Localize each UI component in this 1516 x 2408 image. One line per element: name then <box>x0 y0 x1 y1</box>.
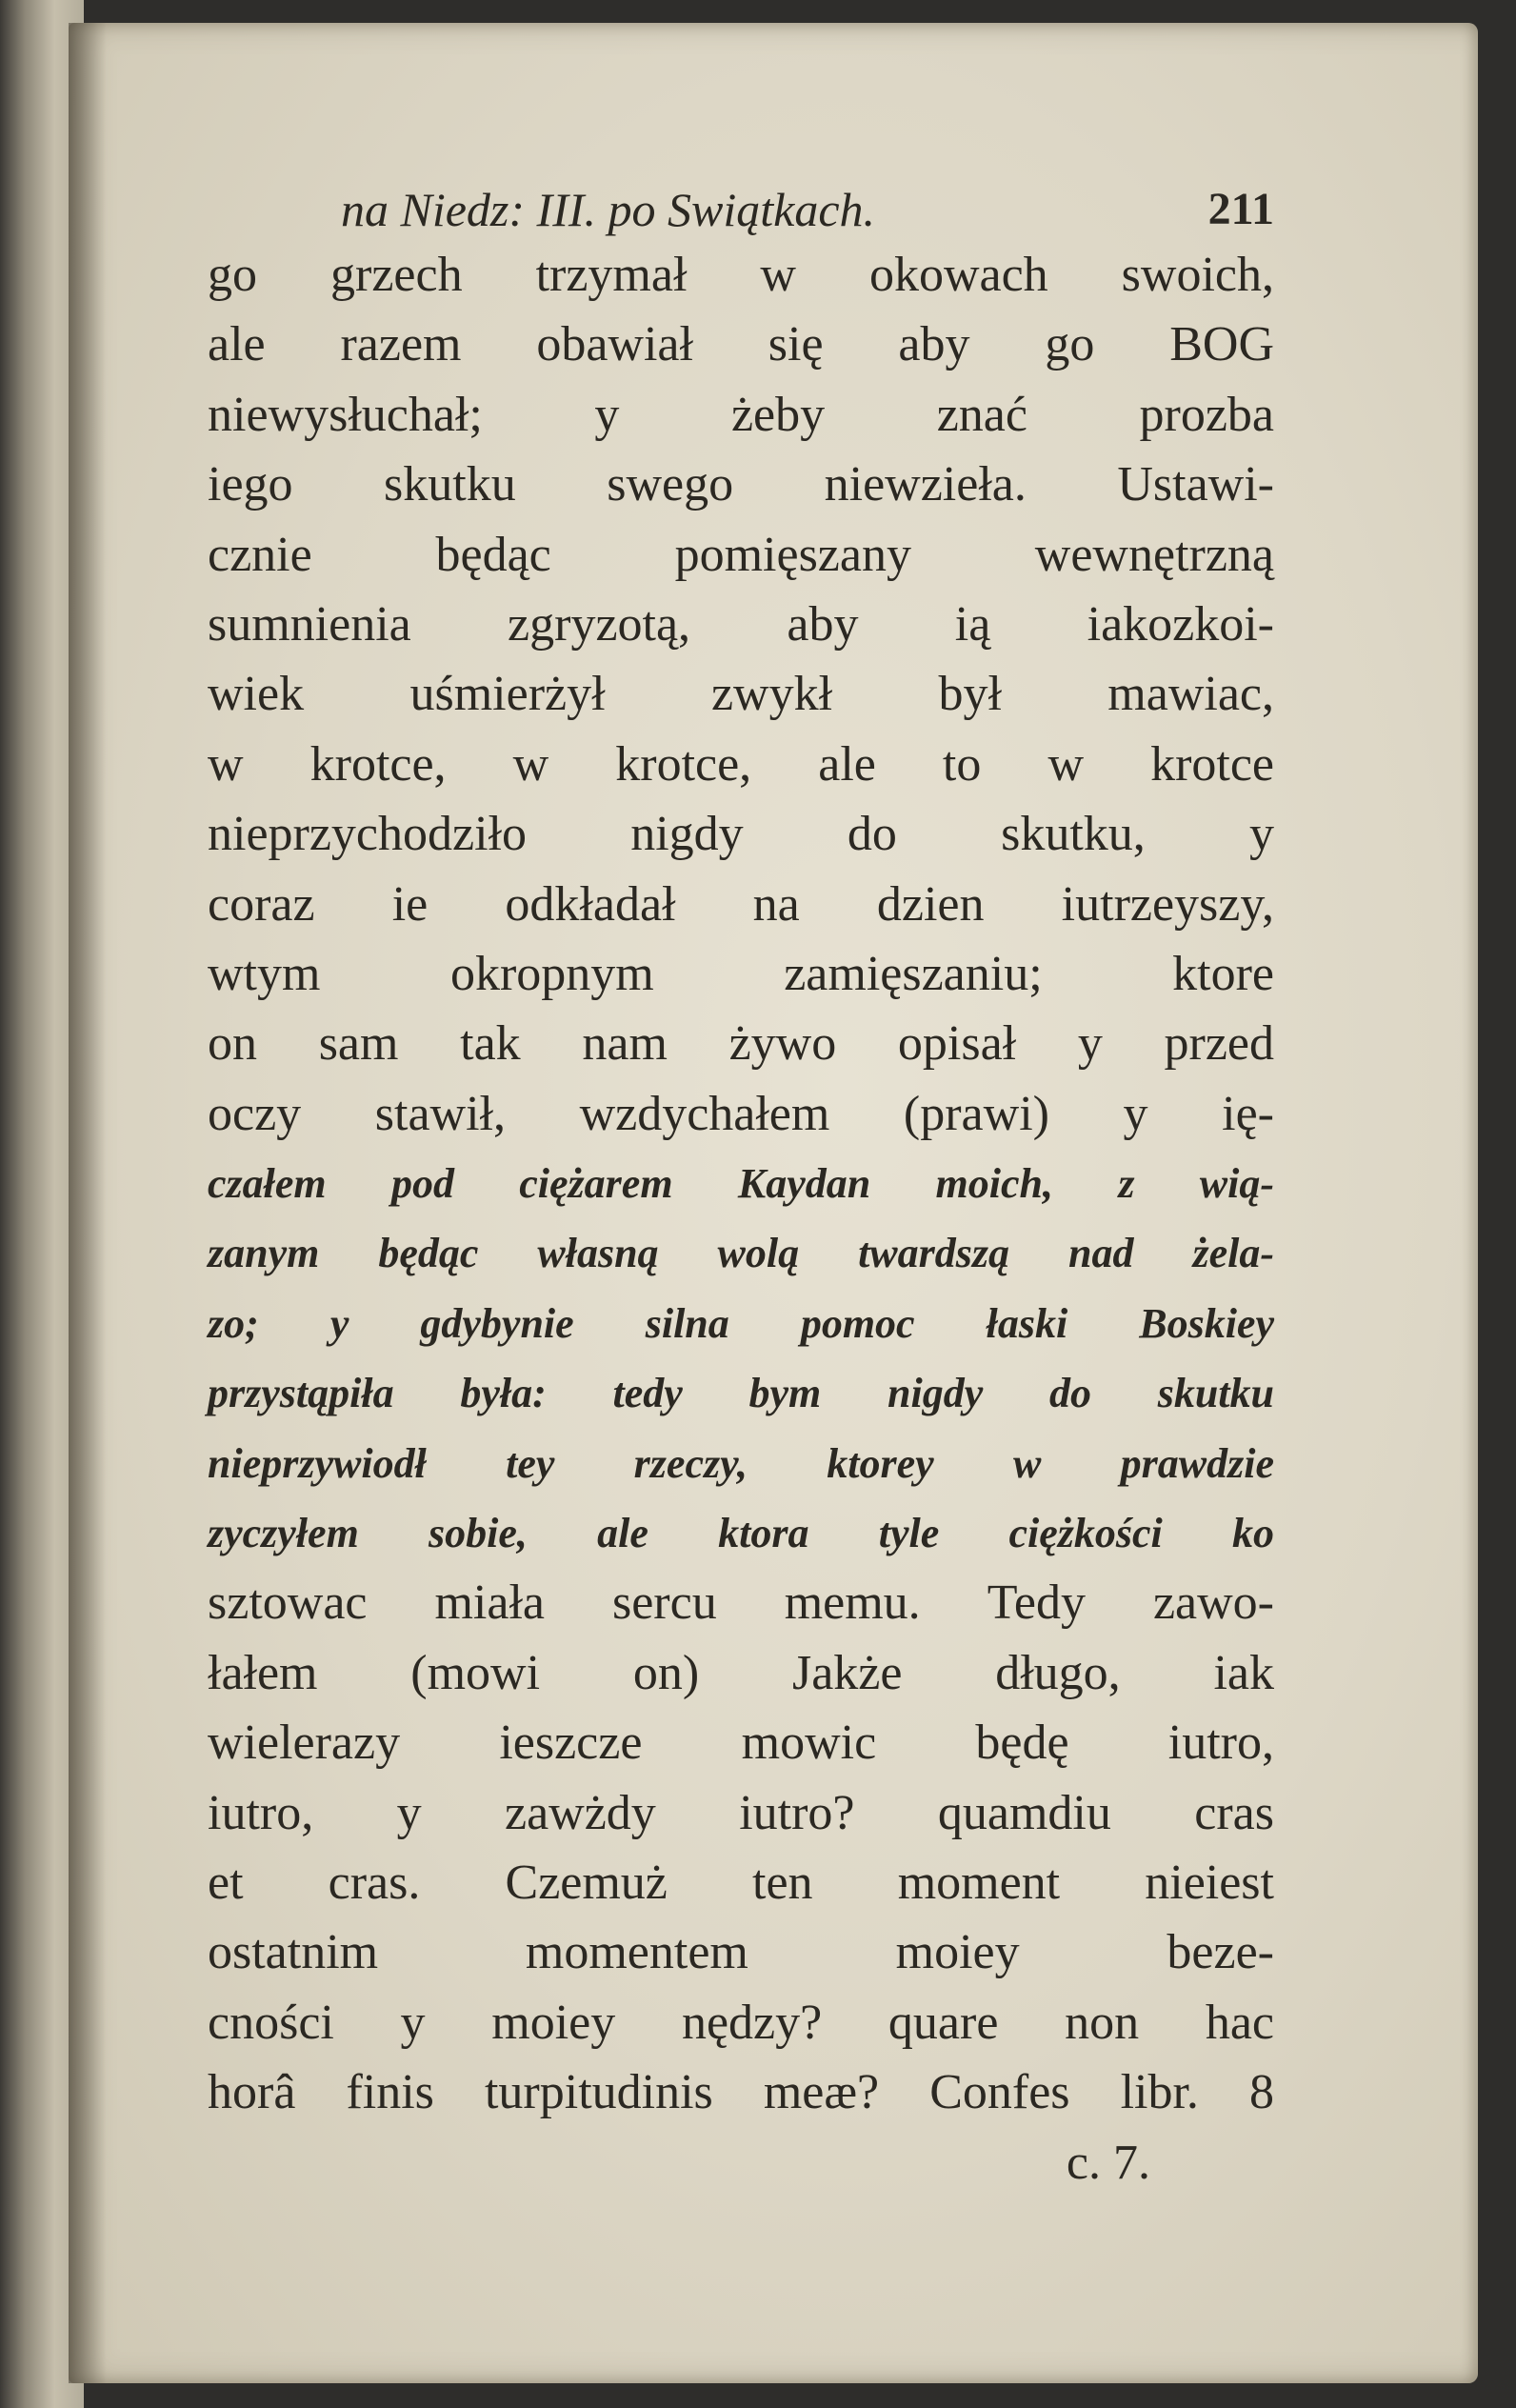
text-line: oczy stawił, wzdychałem (prawi) y ię- <box>208 1086 1274 1141</box>
text-line: iego skutku swego niewzieła. Ustawi- <box>208 457 1274 512</box>
text-line: sumnienia zgryzotą, aby ią iakozkoi- <box>208 596 1274 652</box>
text-line: nieprzychodziło nigdy do skutku, y <box>208 807 1274 862</box>
text-line: go grzech trzymał w okowach swoich, <box>208 248 1274 302</box>
text-line: coraz ie odkładał na dzien iutrzeyszy, <box>208 876 1274 932</box>
text-line: wielerazy ieszcze mowic będę iutro, <box>208 1716 1274 1771</box>
text-line: et cras. Czemuż ten moment nieiest <box>208 1855 1274 1910</box>
text-line-italic: nieprzywiodł tey rzeczy, ktorey w prawdzie <box>208 1439 1274 1487</box>
text-line: ostatnim momentem moiey beze- <box>208 1925 1274 1980</box>
text-line-italic: czałem pod ciężarem Kaydan moich, z wią- <box>208 1160 1274 1208</box>
text-line-italic: przystąpiła była: tedy bym nigdy do skutku <box>208 1370 1274 1417</box>
text-line: on sam tak nam żywo opisał y przed <box>208 1016 1274 1072</box>
text-line: w krotce, w krotce, ale to w krotce <box>208 736 1274 792</box>
text-line: wtym okropnym zamięszaniu; ktore <box>208 946 1274 1001</box>
text-line: cznie będąc pomięszany wewnętrzną <box>208 527 1274 582</box>
text-line: łałem (mowi on) Jakże długo, iak <box>208 1645 1274 1700</box>
running-head <box>208 179 1274 240</box>
chapter-reference: c. 7. <box>1066 2135 1150 2190</box>
text-line: niewysłuchał; y żeby znać prozba <box>208 387 1274 442</box>
spine-shadow <box>69 23 107 2383</box>
text-line-italic: zanym będąc własną wolą twardszą nad żela- <box>208 1230 1274 1277</box>
text-line: ale razem obawiał się aby go BOG <box>208 317 1274 372</box>
text-line: horâ finis turpitudinis meæ? Confes libr. 8 <box>208 2065 1274 2120</box>
text-line-italic: zyczyłem sobie, ale ktora tyle ciężkości ko <box>208 1510 1274 1557</box>
running-head-title: na Niedz: III. po Swiątkach. <box>341 183 876 236</box>
page-text <box>208 179 1274 2197</box>
text-line-italic: zo; y gdybynie silna pomoc łaski Boskiey <box>208 1299 1274 1347</box>
text-line: sztowac miała sercu memu. Tedy zawo- <box>208 1575 1274 1631</box>
text-line: iutro, y zawżdy iutro? quamdiu cras <box>208 1785 1274 1840</box>
text-line: wiek uśmierżył zwykł był mawiac, <box>208 667 1274 722</box>
page-number: 211 <box>1207 184 1274 234</box>
text-line: cności y moiey nędzy? quare non hac <box>208 1995 1274 2050</box>
